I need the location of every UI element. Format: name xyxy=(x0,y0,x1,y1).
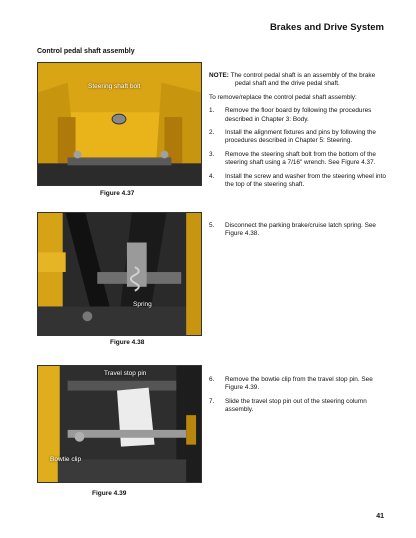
note-label: NOTE: xyxy=(209,72,229,79)
spring-photo-graphic xyxy=(38,213,201,335)
step-text: Disconnect the parking brake/cruise latch spring. See Figure 4.38. xyxy=(225,222,376,238)
procedure-text-group-3 xyxy=(209,376,389,420)
label-travel-stop-pin: Travel stop pin xyxy=(104,370,147,377)
procedure-intro: To remove/replace the control pedal shaft assembly: xyxy=(209,93,357,101)
step-text: Install the alignment fixtures and pins by following the procedures described in Chapter 5: Steering. xyxy=(225,129,376,145)
figure-4-37-photo xyxy=(37,62,202,186)
step-text: Remove the steering shaft bolt from the bottom of the steering shaft using a 7/16" wrench. See Figure 4.37. xyxy=(225,150,376,167)
label-steering-shaft-bolt: Steering shaft bolt xyxy=(88,83,141,90)
note-text-line1: The control pedal shaft is an assembly of the brake xyxy=(230,72,376,79)
figure-4-38-caption: Figure 4.38 xyxy=(110,339,145,346)
step-number: 2. xyxy=(209,129,215,137)
note-block xyxy=(209,72,389,89)
figure-4-38-photo xyxy=(37,212,202,336)
step-item xyxy=(209,222,389,239)
note-text-line2: pedal shaft and the drive pedal shaft. xyxy=(235,80,340,88)
step-item xyxy=(209,151,389,168)
step-number: 3. xyxy=(209,150,215,158)
procedure-text-group-2 xyxy=(209,222,389,244)
label-spring: Spring xyxy=(133,301,152,308)
step-item xyxy=(209,398,389,415)
figure-4-39-photo xyxy=(37,365,202,483)
steering-shaft-photo-graphic xyxy=(38,63,201,185)
step-number: 4. xyxy=(209,172,215,180)
step-text: Remove the bowtie clip from the travel stop pin. See Figure 4.39. xyxy=(225,376,373,392)
step-number: 7. xyxy=(209,397,215,405)
step-text: Install the screw and washer from the steering wheel into the top of the steering shaft. xyxy=(225,172,386,189)
step-number: 5. xyxy=(209,222,215,229)
page-number: 41 xyxy=(376,513,384,520)
travel-stop-pin-photo-graphic xyxy=(38,366,201,482)
figure-4-37-caption: Figure 4.37 xyxy=(100,190,135,197)
step-item xyxy=(209,376,389,393)
step-item xyxy=(209,173,389,190)
procedure-text-group-1 xyxy=(209,72,389,194)
step-text: Slide the travel stop pin out of the steering column assembly. xyxy=(225,397,367,414)
label-bowtie-clip: Bowtie clip xyxy=(50,456,82,463)
section-title: Control pedal shaft assembly xyxy=(37,48,135,55)
step-item xyxy=(209,107,389,124)
step-text: Remove the floor board by following the procedures described in Chapter 3: Body. xyxy=(225,107,372,123)
page-header-title: Brakes and Drive System xyxy=(269,22,384,33)
step-number: 6. xyxy=(209,376,215,383)
step-item xyxy=(209,129,389,146)
figure-4-39-caption: Figure 4.39 xyxy=(92,490,127,497)
step-number: 1. xyxy=(209,107,215,115)
